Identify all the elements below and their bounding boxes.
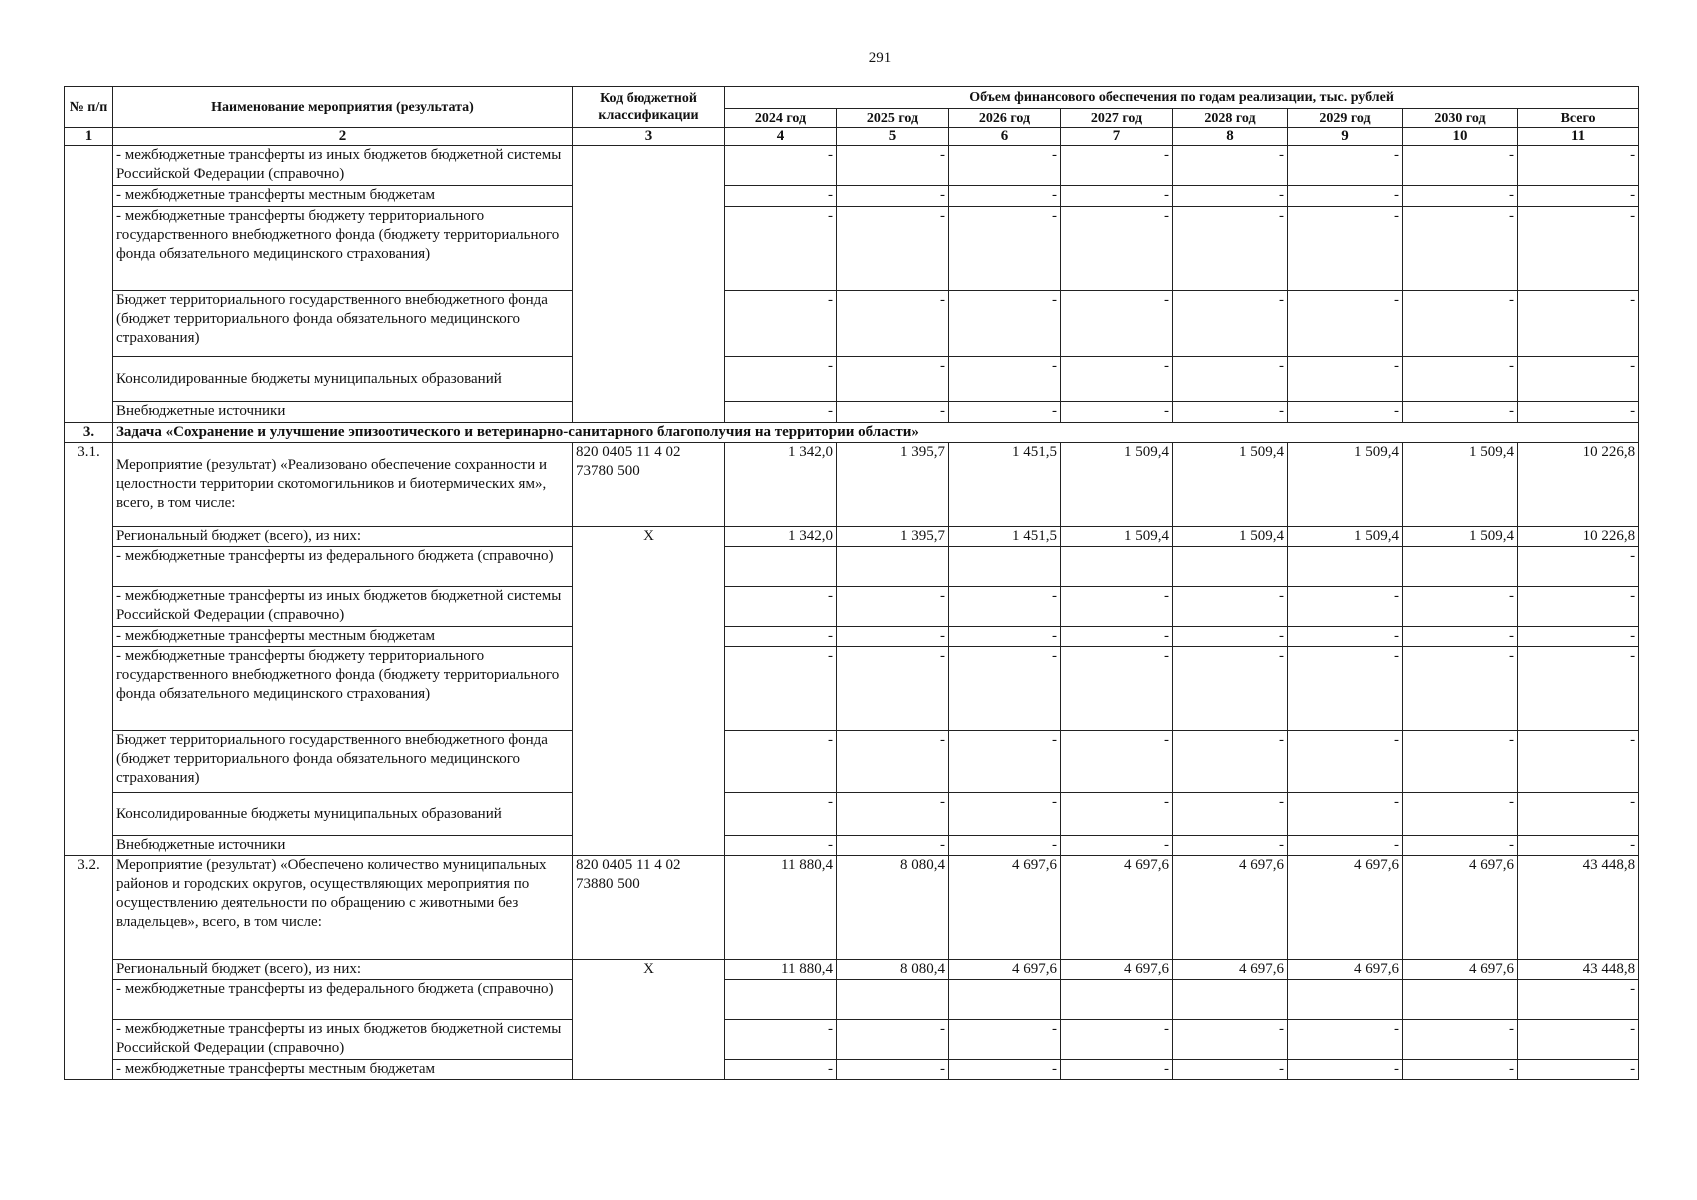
header-code: Код бюджетной классификации [573,87,725,128]
header-year: 2029 год [1288,109,1403,128]
column-number: 4 [725,128,837,146]
value-cell: 1 395,7 [837,443,949,527]
value-cell: - [1173,627,1288,647]
row-number-empty [65,146,113,423]
value-cell: 1 509,4 [1061,527,1173,547]
value-cell [1061,980,1173,1020]
value-cell: - [1518,980,1639,1020]
value-cell: - [1518,186,1639,207]
row-name: Бюджет территориального государственного внебюджетного фонда (бюджет территориального фонда обязательного медицинского страхования) [113,731,573,793]
value-cell: - [1173,836,1288,856]
value-cell: 1 395,7 [837,527,949,547]
task-number: 3. [65,423,113,443]
value-cell: - [725,402,837,423]
value-cell: - [1518,1020,1639,1060]
item-row [65,443,1639,527]
value-cell: - [837,402,949,423]
task-row [65,423,1639,443]
value-cell: - [949,207,1061,291]
value-cell: - [1403,1020,1518,1060]
value-cell: 1 451,5 [949,443,1061,527]
value-cell: 1 509,4 [1288,527,1403,547]
value-cell: 1 509,4 [1173,443,1288,527]
value-cell: - [1403,207,1518,291]
value-cell: - [1403,357,1518,402]
value-cell: - [1403,146,1518,186]
value-cell: - [949,291,1061,357]
value-cell: 4 697,6 [1403,960,1518,980]
value-cell: - [725,291,837,357]
table-row [65,731,1639,793]
value-cell: - [1288,186,1403,207]
value-cell: 8 080,4 [837,856,949,960]
table-row [65,357,1639,402]
value-cell: - [1518,357,1639,402]
value-cell: - [1173,146,1288,186]
row-name: - межбюджетные трансферты местным бюджетам [113,1060,573,1080]
value-cell: 4 697,6 [1288,960,1403,980]
value-cell: - [725,627,837,647]
value-cell: - [1403,1060,1518,1080]
value-cell: - [1061,207,1173,291]
value-cell: - [837,731,949,793]
budget-code: 820 0405 11 4 02 73880 500 [573,856,725,960]
value-cell: - [1288,402,1403,423]
column-number: 3 [573,128,725,146]
row-name: Внебюджетные источники [113,836,573,856]
value-cell: - [1518,587,1639,627]
value-cell: - [725,1020,837,1060]
table-row [65,960,1639,980]
value-cell: - [725,793,837,836]
value-cell: - [1061,186,1173,207]
row-name: - межбюджетные трансферты из федерального бюджета (справочно) [113,980,573,1020]
column-number: 9 [1288,128,1403,146]
value-cell [1403,547,1518,587]
value-cell: - [1403,627,1518,647]
value-cell: 4 697,6 [949,856,1061,960]
value-cell: - [837,291,949,357]
row-name: - межбюджетные трансферты из иных бюджетов бюджетной системы Российской Федерации (справочно) [113,587,573,627]
value-cell: - [837,186,949,207]
value-cell: - [1403,186,1518,207]
value-cell: - [1403,836,1518,856]
row-name: Бюджет территориального государственного внебюджетного фонда (бюджет территориального фонда обязательного медицинского страхования) [113,291,573,357]
value-cell: - [1173,647,1288,731]
value-cell: - [1061,836,1173,856]
value-cell: - [1403,647,1518,731]
value-cell: - [949,731,1061,793]
value-cell: - [837,146,949,186]
column-number: 8 [1173,128,1288,146]
table-row [65,402,1639,423]
value-cell: - [1518,627,1639,647]
row-name: Внебюджетные источники [113,402,573,423]
value-cell: - [1403,793,1518,836]
value-cell: - [1173,1020,1288,1060]
table-row [65,587,1639,627]
table-row [65,1060,1639,1080]
table-row [65,1020,1639,1060]
value-cell: - [1061,1020,1173,1060]
value-cell [949,547,1061,587]
column-number: 10 [1403,128,1518,146]
value-cell: - [1518,836,1639,856]
header-year: 2024 год [725,109,837,128]
item-name: Мероприятие (результат) «Обеспечено количество муниципальных районов и городских округов, осуществляющих мероприятия по осуществлению деятельности по обращению с животными без владельцев», всего, в том числе: [113,856,573,960]
value-cell: - [1061,291,1173,357]
value-cell: 10 226,8 [1518,527,1639,547]
value-cell: - [1173,1060,1288,1080]
value-cell: - [1518,793,1639,836]
value-cell: - [1403,402,1518,423]
item-number: 3.2. [65,856,113,1080]
value-cell: - [949,146,1061,186]
value-cell: 1 509,4 [1288,443,1403,527]
column-number: 2 [113,128,573,146]
header-year: 2028 год [1173,109,1288,128]
value-cell: - [1173,207,1288,291]
item-name: Мероприятие (результат) «Реализовано обеспечение сохранности и целостности территории скотомогильников и биотермических ям», всего, в том числе: [113,443,573,527]
table-row [65,527,1639,547]
header-year: 2030 год [1403,109,1518,128]
value-cell [949,980,1061,1020]
value-cell: - [1518,647,1639,731]
value-cell: - [725,146,837,186]
value-cell: - [1061,357,1173,402]
row-name: - межбюджетные трансферты бюджету территориального государственного внебюджетного фонда (бюджету территориального фонда обязательного медицинского страхования) [113,207,573,291]
value-cell: - [725,731,837,793]
value-cell: - [1518,207,1639,291]
value-cell: - [1403,731,1518,793]
row-name: Консолидированные бюджеты муниципальных образований [113,793,573,836]
table-row [65,647,1639,731]
value-cell: 1 342,0 [725,443,837,527]
value-cell: - [1173,291,1288,357]
item-row [65,856,1639,960]
value-cell: - [1061,146,1173,186]
value-cell: 1 342,0 [725,527,837,547]
value-cell: - [1061,1060,1173,1080]
value-cell: - [1061,647,1173,731]
value-cell: - [1288,1020,1403,1060]
value-cell: - [949,647,1061,731]
value-cell: - [1173,357,1288,402]
value-cell: - [837,836,949,856]
value-cell: - [1061,402,1173,423]
column-number: 6 [949,128,1061,146]
value-cell: - [725,836,837,856]
value-cell: - [949,587,1061,627]
value-cell: - [949,357,1061,402]
value-cell: 8 080,4 [837,960,949,980]
value-cell: 4 697,6 [1061,960,1173,980]
value-cell: 43 448,8 [1518,856,1639,960]
value-cell: 4 697,6 [1173,960,1288,980]
value-cell: 1 451,5 [949,527,1061,547]
value-cell: - [837,357,949,402]
value-cell [1288,547,1403,587]
page-number: 291 [868,50,892,66]
x-mark: X [573,960,725,1080]
table-row [65,186,1639,207]
table-row [65,146,1639,186]
value-cell: - [1061,627,1173,647]
row-name: Региональный бюджет (всего), из них: [113,960,573,980]
value-cell: - [949,402,1061,423]
header-year: 2026 год [949,109,1061,128]
header-year: 2025 год [837,109,949,128]
value-cell: 4 697,6 [1288,856,1403,960]
value-cell: - [1288,587,1403,627]
value-cell: - [1288,836,1403,856]
header-no: № п/п [65,87,113,128]
value-cell: 1 509,4 [1173,527,1288,547]
table-row [65,793,1639,836]
value-cell: - [725,1060,837,1080]
value-cell [837,547,949,587]
value-cell: 43 448,8 [1518,960,1639,980]
column-number: 1 [65,128,113,146]
value-cell: - [1518,291,1639,357]
value-cell: - [725,647,837,731]
value-cell: - [837,587,949,627]
table-row [65,547,1639,587]
value-cell: - [1061,731,1173,793]
value-cell: - [949,1060,1061,1080]
row-name: - межбюджетные трансферты местным бюджетам [113,186,573,207]
value-cell: - [837,1020,949,1060]
value-cell: 1 509,4 [1403,527,1518,547]
header-name: Наименование мероприятия (результата) [113,87,573,128]
value-cell: - [1288,357,1403,402]
value-cell [1403,980,1518,1020]
value-cell: - [1173,186,1288,207]
value-cell: - [1288,1060,1403,1080]
value-cell: - [1403,587,1518,627]
value-cell: 10 226,8 [1518,443,1639,527]
value-cell: - [725,587,837,627]
row-name: - межбюджетные трансферты местным бюджетам [113,627,573,647]
row-name: Региональный бюджет (всего), из них: [113,527,573,547]
value-cell: - [1173,402,1288,423]
value-cell: - [725,357,837,402]
value-cell: - [949,1020,1061,1060]
value-cell: - [949,793,1061,836]
value-cell [725,980,837,1020]
table-row [65,291,1639,357]
value-cell [1173,980,1288,1020]
value-cell: - [725,207,837,291]
value-cell: - [1288,793,1403,836]
code-cell-empty [573,146,725,423]
value-cell: 11 880,4 [725,960,837,980]
value-cell: - [837,793,949,836]
task-title: Задача «Сохранение и улучшение эпизоотического и ветеринарно-санитарного благополучия на территории области» [113,423,1639,443]
value-cell: - [1173,587,1288,627]
column-number: 7 [1061,128,1173,146]
value-cell: - [1518,547,1639,587]
value-cell: 4 697,6 [1173,856,1288,960]
value-cell [1061,547,1173,587]
value-cell: 1 509,4 [1403,443,1518,527]
value-cell: - [1288,146,1403,186]
row-name: - межбюджетные трансферты из федерального бюджета (справочно) [113,547,573,587]
value-cell: - [1518,402,1639,423]
value-cell: - [949,627,1061,647]
value-cell: - [837,207,949,291]
header-year: 2027 год [1061,109,1173,128]
value-cell: - [1173,793,1288,836]
value-cell: 11 880,4 [725,856,837,960]
value-cell: - [949,186,1061,207]
value-cell: - [837,1060,949,1080]
row-name: Консолидированные бюджеты муниципальных образований [113,357,573,402]
value-cell: - [1403,291,1518,357]
value-cell: - [1288,291,1403,357]
value-cell: - [1061,793,1173,836]
value-cell [837,980,949,1020]
item-number: 3.1. [65,443,113,856]
header-volume: Объем финансового обеспечения по годам реализации, тыс. рублей [725,87,1639,109]
x-mark: X [573,527,725,856]
value-cell: - [837,627,949,647]
column-number: 5 [837,128,949,146]
table-row [65,980,1639,1020]
row-name: - межбюджетные трансферты из иных бюджетов бюджетной системы Российской Федерации (справочно) [113,146,573,186]
value-cell: - [1288,647,1403,731]
table-row [65,627,1639,647]
value-cell: 4 697,6 [949,960,1061,980]
budget-table [64,86,1639,1080]
value-cell [725,547,837,587]
value-cell [1288,980,1403,1020]
value-cell: - [1288,731,1403,793]
value-cell: - [949,836,1061,856]
row-name: - межбюджетные трансферты бюджету территориального государственного внебюджетного фонда (бюджету территориального фонда обязательного медицинского страхования) [113,647,573,731]
value-cell: 4 697,6 [1061,856,1173,960]
value-cell: 4 697,6 [1403,856,1518,960]
column-number: 11 [1518,128,1639,146]
value-cell: - [1288,207,1403,291]
value-cell: - [837,647,949,731]
value-cell [1173,547,1288,587]
column-numbers-row [65,128,1639,146]
row-name: - межбюджетные трансферты из иных бюджетов бюджетной системы Российской Федерации (справочно) [113,1020,573,1060]
value-cell: - [1288,627,1403,647]
header-total: Всего [1518,109,1639,128]
value-cell: - [1518,1060,1639,1080]
value-cell: 1 509,4 [1061,443,1173,527]
table-row [65,207,1639,291]
value-cell: - [1061,587,1173,627]
table-row [65,836,1639,856]
budget-code: 820 0405 11 4 02 73780 500 [573,443,725,527]
value-cell: - [1173,731,1288,793]
value-cell: - [1518,146,1639,186]
value-cell: - [725,186,837,207]
value-cell: - [1518,731,1639,793]
